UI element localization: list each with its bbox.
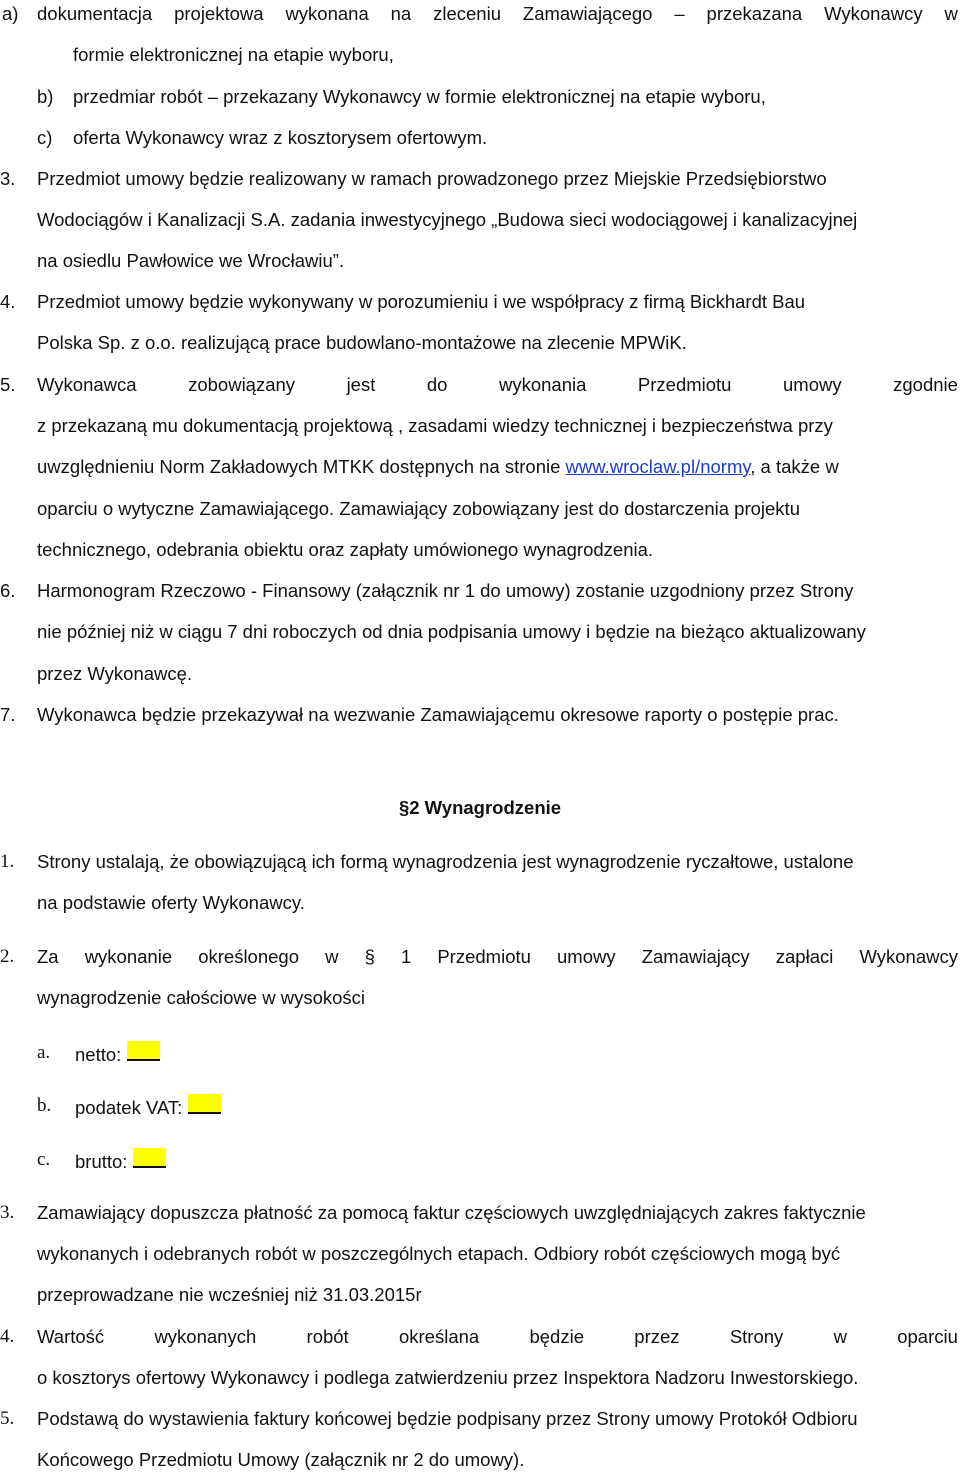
sub-item-netto bbox=[75, 1041, 160, 1067]
sub-item-vat bbox=[75, 1094, 221, 1120]
paragraph-4-line1: Przedmiot umowy będzie wykonywany w porozumieniu i we współpracy z firmą Bickhardt Bau bbox=[37, 291, 806, 312]
paragraph-5-line1 bbox=[37, 373, 958, 397]
paragraph-5-number: 5. bbox=[0, 374, 16, 395]
paragraph-5-line3 bbox=[37, 455, 839, 479]
word: w bbox=[325, 946, 339, 967]
s2-point-5-line1: Podstawą do wystawienia faktury końcowej będzie podpisany przez Strony umowy Protokół Odbioru bbox=[37, 1408, 858, 1429]
s2-point-4-line1 bbox=[37, 1325, 958, 1349]
word: przekazana bbox=[706, 3, 803, 24]
word: Wartość bbox=[37, 1326, 105, 1347]
s2-point-3-line2: wykonanych i odebranych robót w poszczególnych etapach. Odbiory robót częściowych mogą być bbox=[37, 1243, 841, 1264]
paragraph-3-line2: Wodociągów i Kanalizacji S.A. zadania inwestycyjnego „Budowa sieci wodociągowej i kanalizacyjnej bbox=[37, 209, 858, 230]
word: dokumentacja bbox=[37, 3, 153, 24]
paragraph-6-line2: nie później niż w ciągu 7 dni roboczych od dnia podpisania umowy i będzie na bieżąco aktualizowany bbox=[37, 621, 866, 642]
s2-point-1-number: 1. bbox=[0, 851, 15, 872]
word: zgodnie bbox=[893, 374, 958, 395]
word: wykonanie bbox=[84, 946, 173, 967]
sub-item-a-marker: a. bbox=[37, 1042, 51, 1063]
vat-label: podatek VAT: bbox=[75, 1097, 183, 1118]
s2-point-4-number: 4. bbox=[0, 1326, 15, 1347]
netto-blank-field bbox=[127, 1041, 160, 1061]
normy-link[interactable]: www.wroclaw.pl/normy bbox=[565, 456, 751, 477]
word: Za bbox=[37, 946, 59, 967]
word: zleceniu bbox=[433, 3, 501, 24]
word: wykonania bbox=[498, 374, 587, 395]
paragraph-6-line1: Harmonogram Rzeczowo - Finansowy (załącznik nr 1 do umowy) zostanie uzgodniony przez Strony bbox=[37, 580, 854, 601]
word: robót bbox=[306, 1326, 349, 1347]
paragraph-5-line2: z przekazaną mu dokumentacją projektową , zasadami wiedzy technicznej i bezpieczeństwa przy bbox=[37, 415, 833, 436]
word: w bbox=[944, 3, 958, 24]
word: zapłaci bbox=[775, 946, 834, 967]
paragraph-5-line3-text: uwzględnieniu Norm Zakładowych MTKK dostępnych na stronie bbox=[37, 456, 561, 477]
s2-point-1-line2: na podstawie oferty Wykonawcy. bbox=[37, 892, 305, 913]
paragraph-4-line2: Polska Sp. z o.o. realizującą prace budowlano-montażowe na zlecenie MPWiK. bbox=[37, 332, 687, 353]
paragraph-7-line1: Wykonawca będzie przekazywał na wezwanie Zamawiającemu okresowe raporty o postępie prac. bbox=[37, 704, 839, 725]
vat-blank-field bbox=[188, 1094, 221, 1114]
list-marker-b: b) bbox=[37, 86, 54, 107]
word: Wykonawcy bbox=[824, 3, 923, 24]
word: do bbox=[426, 374, 448, 395]
sub-item-c-marker: c. bbox=[37, 1149, 51, 1170]
word: § bbox=[364, 946, 375, 967]
word: Strony bbox=[729, 1326, 784, 1347]
sub-item-b-marker: b. bbox=[37, 1095, 52, 1116]
paragraph-3-number: 3. bbox=[0, 168, 16, 189]
word: będzie bbox=[529, 1326, 584, 1347]
paragraph-3-line1: Przedmiot umowy będzie realizowany w ramach prowadzonego przez Miejskie Przedsiębiorstwo bbox=[37, 168, 827, 189]
word: Zamawiający bbox=[641, 946, 750, 967]
paragraph-5-line4: oparciu o wytyczne Zamawiającego. Zamawiający zobowiązany jest do dostarczenia projektu bbox=[37, 498, 800, 519]
s2-point-3-line1: Zamawiający dopuszcza płatność za pomocą faktur częściowych uwzględniających zakres faktycznie bbox=[37, 1202, 866, 1223]
s2-point-2-number: 2. bbox=[0, 946, 15, 967]
paragraph-3-line3: na osiedlu Pawłowice we Wrocławiu”. bbox=[37, 250, 345, 271]
s2-point-1-line1: Strony ustalają, że obowiązującą ich formą wynagrodzenia jest wynagrodzenie ryczałtowe, ustalone bbox=[37, 851, 854, 872]
word: umowy bbox=[557, 946, 616, 967]
brutto-blank-field bbox=[133, 1148, 166, 1168]
word: w bbox=[833, 1326, 847, 1347]
word: Przedmiotu bbox=[437, 946, 531, 967]
paragraph-5-line3-tail: , a także w bbox=[750, 456, 839, 477]
list-marker-a: a) bbox=[2, 3, 19, 24]
paragraph-4-number: 4. bbox=[0, 291, 16, 312]
word: przez bbox=[634, 1326, 680, 1347]
word: określana bbox=[398, 1326, 480, 1347]
word: Przedmiotu bbox=[637, 374, 732, 395]
item-b-line1: przedmiar robót – przekazany Wykonawcy w formie elektronicznej na etapie wyboru, bbox=[73, 86, 766, 107]
word: Zamawiającego bbox=[522, 3, 653, 24]
list-marker-c: c) bbox=[37, 127, 53, 148]
word: wykonana bbox=[285, 3, 369, 24]
word: na bbox=[390, 3, 412, 24]
word: – bbox=[674, 3, 685, 24]
s2-point-2-line2: wynagrodzenie całościowe w wysokości bbox=[37, 987, 366, 1008]
paragraph-5-line5: technicznego, odebrania obiektu oraz zapłaty umówionego wynagrodzenia. bbox=[37, 539, 654, 560]
s2-point-2-line1 bbox=[37, 945, 958, 969]
word: Wykonawca bbox=[37, 374, 137, 395]
s2-point-5-line2: Końcowego Przedmiotu Umowy (załącznik nr 2 do umowy). bbox=[37, 1449, 525, 1470]
section-2-heading: §2 Wynagrodzenie bbox=[398, 797, 562, 818]
s2-point-3-line3: przeprowadzane nie wcześniej niż 31.03.2015r bbox=[37, 1284, 422, 1305]
paragraph-6-line3: przez Wykonawcę. bbox=[37, 663, 193, 684]
s2-point-4-line2: o kosztorys ofertowy Wykonawcy i podlega zatwierdzeniu przez Inspektora Nadzoru Inwestorskiego. bbox=[37, 1367, 859, 1388]
item-a-line1 bbox=[37, 2, 958, 26]
word: oparciu bbox=[897, 1326, 958, 1347]
netto-label: netto: bbox=[75, 1044, 122, 1065]
word: wykonanych bbox=[154, 1326, 257, 1347]
s2-point-3-number: 3. bbox=[0, 1202, 15, 1223]
word: jest bbox=[346, 374, 376, 395]
item-a-line2: formie elektronicznej na etapie wyboru, bbox=[73, 44, 394, 65]
word: określonego bbox=[198, 946, 299, 967]
sub-item-brutto bbox=[75, 1148, 166, 1174]
word: zobowiązany bbox=[188, 374, 296, 395]
word: projektowa bbox=[174, 3, 264, 24]
brutto-label: brutto: bbox=[75, 1151, 128, 1172]
item-c-line1: oferta Wykonawcy wraz z kosztorysem ofertowym. bbox=[73, 127, 488, 148]
word: umowy bbox=[783, 374, 842, 395]
s2-point-5-number: 5. bbox=[0, 1408, 15, 1429]
paragraph-7-number: 7. bbox=[0, 704, 16, 725]
word: Wykonawcy bbox=[859, 946, 958, 967]
word: 1 bbox=[400, 946, 412, 967]
paragraph-6-number: 6. bbox=[0, 580, 16, 601]
